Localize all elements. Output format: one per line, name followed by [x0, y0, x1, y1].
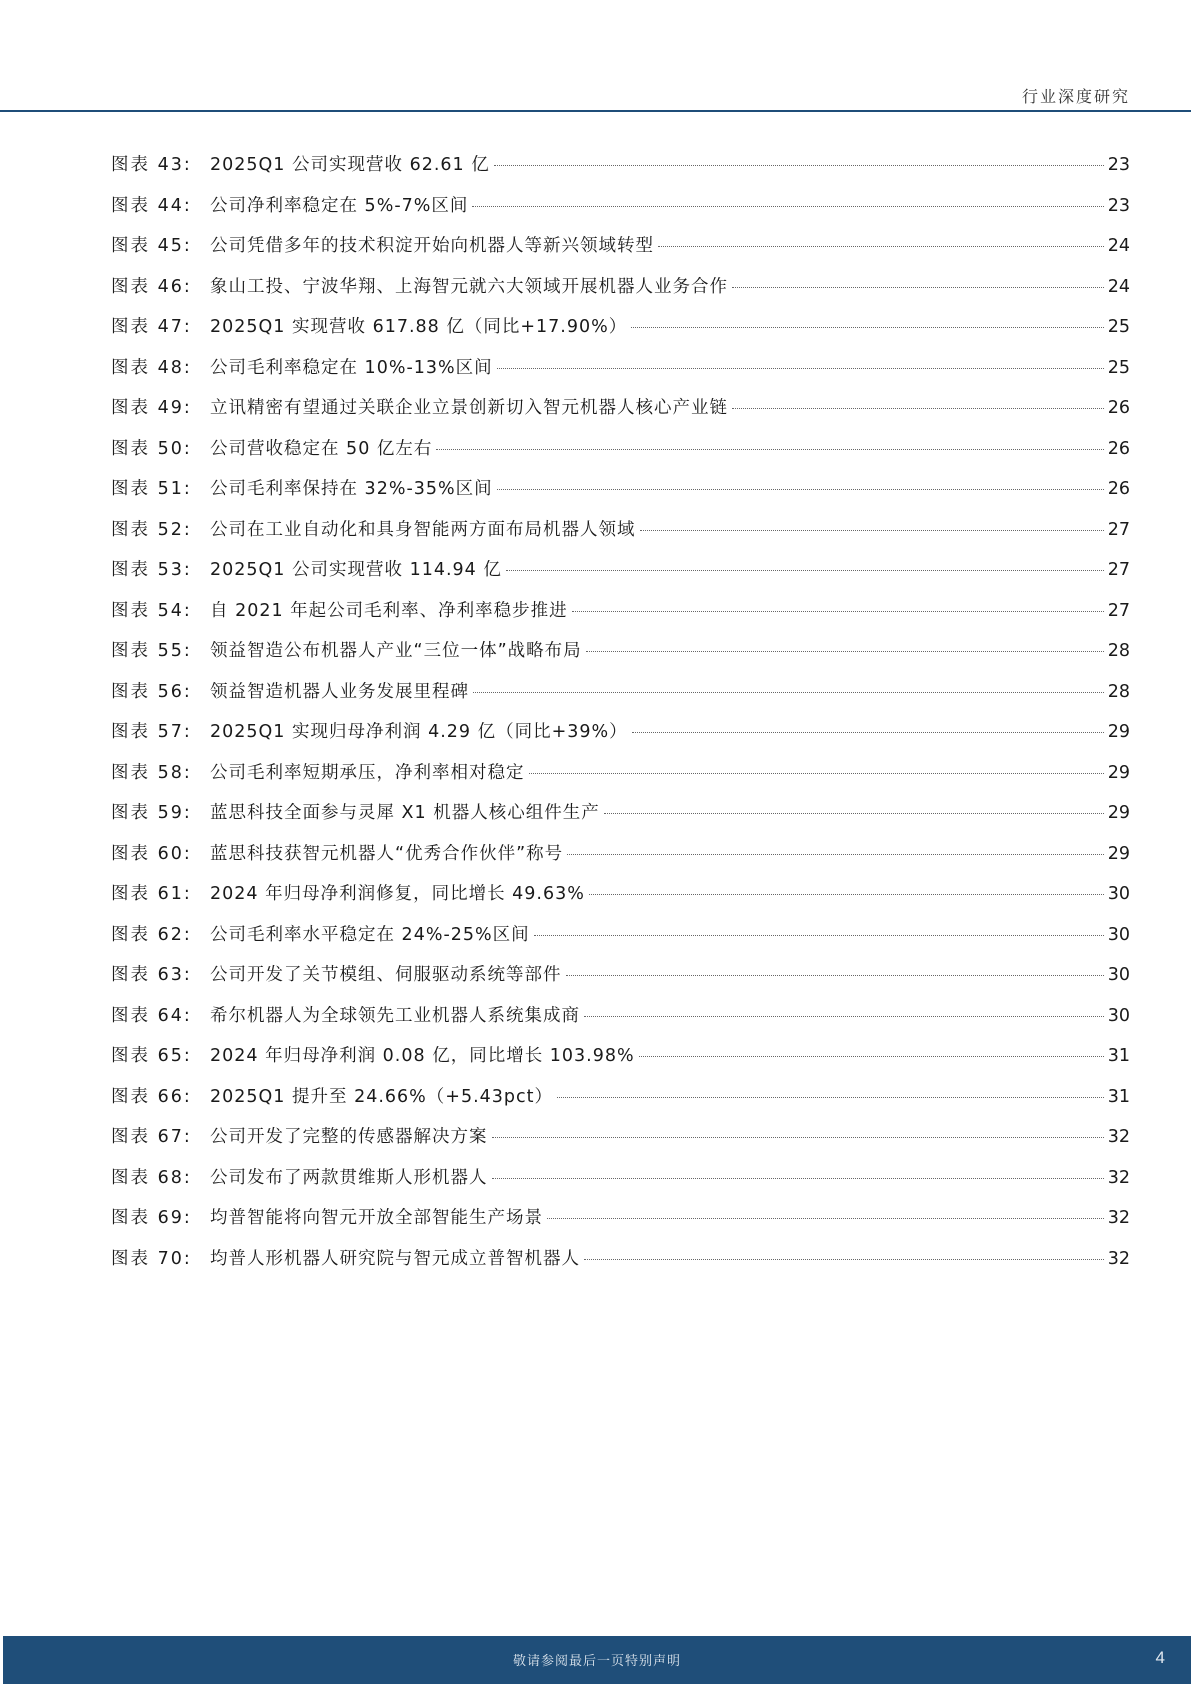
footer-page-number: 4: [1155, 1648, 1165, 1667]
toc-entry-page: 32: [1107, 1167, 1130, 1188]
header-divider: [0, 110, 1191, 112]
toc-entry-title: 均普人形机器人研究院与智元成立普智机器人: [210, 1248, 580, 1269]
toc-entry[interactable]: [111, 840, 1130, 881]
toc-entry-title: 希尔机器人为全球领先工业机器人系统集成商: [210, 1005, 580, 1026]
toc-entry[interactable]: [111, 232, 1130, 273]
toc-entry-label: 图表 61:: [111, 884, 192, 904]
toc-entry[interactable]: [111, 394, 1130, 435]
toc-entry-label: 图表 54:: [111, 600, 192, 621]
toc-entry[interactable]: [111, 718, 1130, 759]
toc-entry-label: 图表 55:: [111, 641, 192, 661]
toc-entry-label: 图表 62:: [111, 924, 192, 945]
toc-entry[interactable]: [111, 637, 1130, 678]
toc-entry-title: 2025Q1 提升至 24.66%（+5.43pct）: [210, 1086, 554, 1107]
toc-dot-leader: [497, 368, 1104, 369]
toc-entry-label: 图表 66:: [111, 1086, 192, 1107]
footer-disclaimer: 敬请参阅最后一页特别声明: [512, 1654, 681, 1669]
toc-entry-page: 26: [1107, 479, 1130, 499]
toc-entry[interactable]: [111, 880, 1130, 921]
toc-entry[interactable]: [111, 597, 1130, 638]
toc-entry-title: 2025Q1 实现营收 617.88 亿（同比+17.90%）: [210, 317, 628, 337]
toc-entry-page: 23: [1107, 195, 1130, 216]
toc-dot-leader: [529, 773, 1104, 774]
toc-entry[interactable]: [111, 678, 1130, 719]
toc-entry-page: 23: [1107, 155, 1130, 175]
toc-dot-leader: [567, 854, 1104, 855]
toc-entry-title: 公司毛利率短期承压，净利率相对稳定: [210, 762, 525, 783]
toc-entry[interactable]: [111, 1042, 1130, 1083]
toc-entry[interactable]: [111, 556, 1130, 597]
toc-entry-label: 图表 65:: [111, 1046, 192, 1066]
toc-entry-label: 图表 58:: [111, 762, 192, 783]
toc-dot-leader: [473, 692, 1104, 693]
toc-entry-page: 29: [1107, 762, 1130, 783]
toc-entry-label: 图表 59:: [111, 803, 192, 823]
toc-entry[interactable]: [111, 151, 1130, 192]
toc-entry[interactable]: [111, 961, 1130, 1002]
toc-entry[interactable]: [111, 1245, 1130, 1286]
toc-entry[interactable]: [111, 1164, 1130, 1205]
toc-dot-leader: [436, 449, 1103, 450]
toc-entry-label: 图表 52:: [111, 519, 192, 540]
toc-dot-leader: [534, 935, 1104, 936]
toc-entry[interactable]: [111, 435, 1130, 476]
toc-entry-title: 2024 年归母净利润修复，同比增长 49.63%: [210, 884, 585, 904]
toc-entry-page: 32: [1107, 1248, 1130, 1269]
toc-entry-page: 31: [1107, 1046, 1130, 1066]
toc-entry-label: 图表 44:: [111, 195, 192, 216]
toc-entry-page: 24: [1107, 236, 1130, 256]
toc-entry-title: 领益智造机器人业务发展里程碑: [210, 681, 469, 702]
toc-dot-leader: [639, 1056, 1104, 1057]
toc-dot-leader: [658, 246, 1104, 247]
toc-entry-label: 图表 50:: [111, 438, 192, 459]
toc-entry-page: 30: [1107, 884, 1130, 904]
toc-entry-label: 图表 43:: [111, 155, 192, 175]
figure-index-list: [111, 151, 1130, 1285]
toc-entry-title: 立讯精密有望通过关联企业立景创新切入智元机器人核心产业链: [210, 398, 728, 418]
toc-dot-leader: [572, 611, 1104, 612]
toc-dot-leader: [640, 530, 1104, 531]
toc-entry-label: 图表 67:: [111, 1127, 192, 1147]
toc-entry[interactable]: [111, 313, 1130, 354]
toc-entry[interactable]: [111, 516, 1130, 557]
toc-entry-label: 图表 53:: [111, 560, 192, 580]
toc-entry-page: 27: [1107, 560, 1130, 580]
toc-dot-leader: [492, 1178, 1104, 1179]
toc-entry-title: 蓝思科技全面参与灵犀 X1 机器人核心组件生产: [210, 803, 600, 823]
toc-dot-leader: [497, 489, 1104, 490]
toc-entry-label: 图表 56:: [111, 681, 192, 702]
toc-entry-label: 图表 49:: [111, 398, 192, 418]
toc-entry-title: 2025Q1 公司实现营收 114.94 亿: [210, 560, 502, 580]
toc-dot-leader: [494, 165, 1104, 166]
toc-entry-page: 28: [1107, 641, 1130, 661]
toc-entry-page: 29: [1107, 803, 1130, 823]
toc-entry-title: 象山工投、宁波华翔、上海智元就六大领域开展机器人业务合作: [210, 276, 728, 297]
toc-entry-page: 29: [1107, 722, 1130, 742]
toc-entry-page: 30: [1107, 965, 1130, 985]
toc-entry-page: 31: [1107, 1086, 1130, 1107]
toc-dot-leader: [566, 975, 1104, 976]
toc-entry-title: 蓝思科技获智元机器人“优秀合作伙伴”称号: [210, 843, 564, 864]
toc-entry-page: 29: [1107, 843, 1130, 864]
toc-entry[interactable]: [111, 1204, 1130, 1245]
toc-entry-label: 图表 47:: [111, 317, 192, 337]
toc-entry[interactable]: [111, 475, 1130, 516]
toc-entry-title: 公司在工业自动化和具身智能两方面布局机器人领域: [210, 519, 636, 540]
toc-entry-label: 图表 70:: [111, 1248, 192, 1269]
toc-entry[interactable]: [111, 192, 1130, 233]
toc-dot-leader: [492, 1137, 1104, 1138]
toc-entry-title: 公司开发了关节模组、伺服驱动系统等部件: [210, 965, 562, 985]
toc-entry-title: 公司净利率稳定在 5%-7%区间: [210, 195, 469, 216]
toc-dot-leader: [604, 813, 1104, 814]
toc-dot-leader: [506, 570, 1104, 571]
header-section-label: 行业深度研究: [1021, 87, 1130, 106]
toc-entry-label: 图表 69:: [111, 1208, 192, 1228]
toc-entry[interactable]: [111, 273, 1130, 314]
toc-entry-page: 30: [1107, 1005, 1130, 1026]
toc-entry-title: 自 2021 年起公司毛利率、净利率稳步推进: [210, 600, 568, 621]
toc-entry-title: 公司发布了两款贯维斯人形机器人: [210, 1167, 488, 1188]
toc-entry-page: 24: [1107, 276, 1130, 297]
toc-entry-page: 27: [1107, 519, 1130, 540]
toc-dot-leader: [584, 1259, 1104, 1260]
toc-entry-page: 28: [1107, 681, 1130, 702]
toc-entry-label: 图表 64:: [111, 1005, 192, 1026]
toc-entry-page: 32: [1107, 1208, 1130, 1228]
toc-entry-title: 2025Q1 公司实现营收 62.61 亿: [210, 155, 490, 175]
toc-entry[interactable]: [111, 1083, 1130, 1124]
toc-entry-page: 25: [1107, 357, 1130, 378]
toc-entry-page: 26: [1107, 398, 1130, 418]
toc-entry-title: 均普智能将向智元开放全部智能生产场景: [210, 1208, 543, 1228]
toc-dot-leader: [632, 732, 1104, 733]
toc-entry-title: 公司毛利率保持在 32%-35%区间: [210, 479, 493, 499]
toc-entry-title: 领益智造公布机器人产业“三位一体”战略布局: [210, 641, 582, 661]
toc-entry-page: 32: [1107, 1127, 1130, 1147]
toc-entry-title: 公司毛利率稳定在 10%-13%区间: [210, 357, 493, 378]
toc-entry-page: 30: [1107, 924, 1130, 945]
toc-entry[interactable]: [111, 1002, 1130, 1043]
toc-entry-title: 公司营收稳定在 50 亿左右: [210, 438, 433, 459]
toc-entry-title: 公司毛利率水平稳定在 24%-25%区间: [210, 924, 530, 945]
toc-dot-leader: [472, 206, 1103, 207]
toc-entry-title: 2025Q1 实现归母净利润 4.29 亿（同比+39%）: [210, 722, 628, 742]
toc-entry[interactable]: [111, 354, 1130, 395]
toc-entry-label: 图表 57:: [111, 722, 192, 742]
footer-bar: [3, 1636, 1191, 1684]
toc-entry-label: 图表 48:: [111, 357, 192, 378]
toc-entry-page: 27: [1107, 600, 1130, 621]
toc-entry-title: 公司凭借多年的技术积淀开始向机器人等新兴领域转型: [210, 236, 654, 256]
toc-entry-title: 公司开发了完整的传感器解决方案: [210, 1127, 488, 1147]
toc-entry-page: 25: [1107, 317, 1130, 337]
toc-entry-label: 图表 45:: [111, 236, 192, 256]
toc-entry-label: 图表 63:: [111, 965, 192, 985]
toc-entry-title: 2024 年归母净利润 0.08 亿，同比增长 103.98%: [210, 1046, 635, 1066]
toc-entry[interactable]: [111, 1123, 1130, 1164]
toc-entry-label: 图表 68:: [111, 1167, 192, 1188]
toc-dot-leader: [547, 1218, 1104, 1219]
toc-entry[interactable]: [111, 921, 1130, 962]
toc-entry-page: 26: [1107, 438, 1130, 459]
toc-dot-leader: [586, 651, 1104, 652]
toc-dot-leader: [557, 1097, 1104, 1098]
toc-dot-leader: [732, 408, 1104, 409]
toc-entry-label: 图表 51:: [111, 479, 192, 499]
toc-dot-leader: [631, 327, 1103, 328]
toc-entry-label: 图表 60:: [111, 843, 192, 864]
toc-dot-leader: [584, 1016, 1104, 1017]
toc-entry[interactable]: [111, 759, 1130, 800]
toc-entry-label: 图表 46:: [111, 276, 192, 297]
toc-dot-leader: [732, 287, 1104, 288]
toc-entry[interactable]: [111, 799, 1130, 840]
toc-dot-leader: [589, 894, 1104, 895]
